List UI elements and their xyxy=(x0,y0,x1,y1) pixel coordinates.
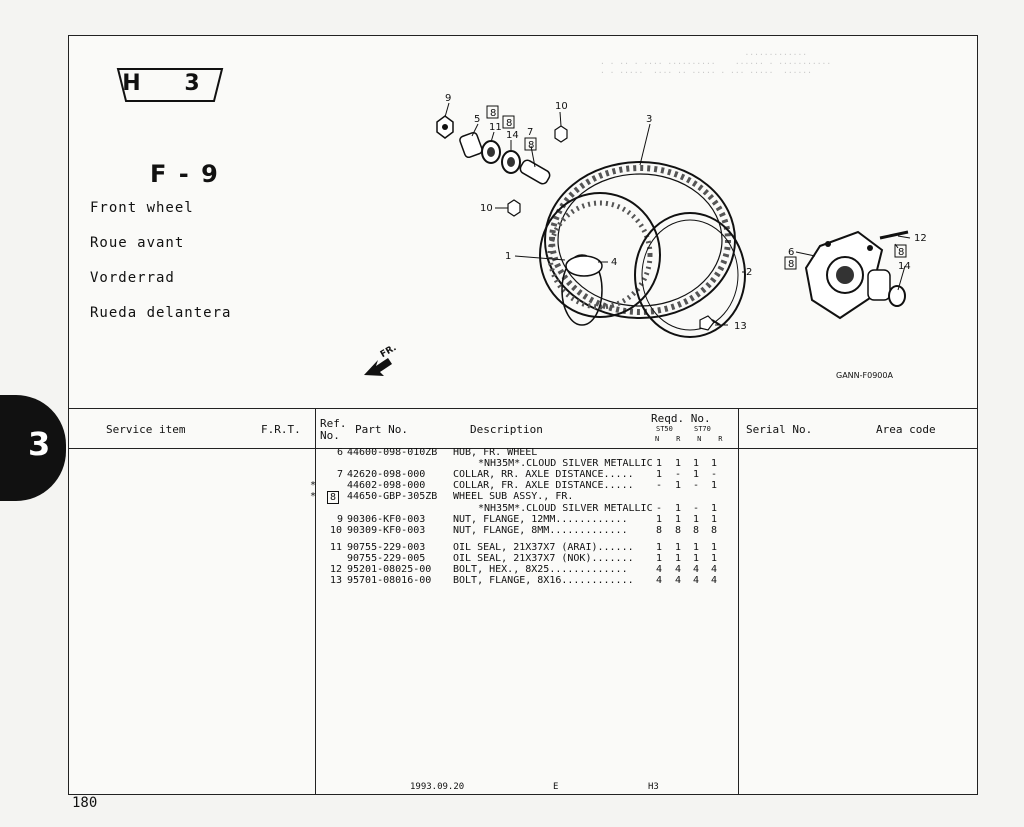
ref-cell: 6 xyxy=(337,447,344,458)
quantity-cell: - xyxy=(675,469,682,481)
quantity-cell: 1 xyxy=(675,513,682,525)
callout-8a: 8 xyxy=(490,108,497,119)
description-cell: HUB, FR. WHEEL xyxy=(453,447,538,458)
part-number-cell: 95701-08016-00 xyxy=(347,575,432,587)
quantity-cell: 1 xyxy=(711,552,718,564)
ref-cell: 9 xyxy=(337,513,344,525)
description-cell: COLLAR, RR. AXLE DISTANCE..... xyxy=(453,469,634,481)
header-ref: Ref. xyxy=(320,417,347,430)
quantity-cell: 8 xyxy=(675,524,682,536)
callout-11: 11 xyxy=(489,122,502,133)
part-number-cell: 90755-229-005 xyxy=(347,552,426,564)
part-number-cell: 42620-098-000 xyxy=(347,469,426,481)
part-number-cell: 90755-229-003 xyxy=(347,541,426,553)
callout-8e: 8 xyxy=(898,247,905,258)
quantity-cell: - xyxy=(656,480,663,492)
quantity-cell: 4 xyxy=(675,575,682,587)
quantity-cell: 1 xyxy=(693,552,700,564)
quantity-cell: 4 xyxy=(693,575,700,587)
quantity-cell: 1 xyxy=(675,458,682,470)
part-number-cell: 90306-KF0-003 xyxy=(347,513,426,525)
quantity-cell: 4 xyxy=(693,564,700,575)
callout-14: 14 xyxy=(506,130,519,141)
quantity-cell: - xyxy=(693,502,700,514)
title-french: Roue avant xyxy=(90,235,185,251)
quantity-cell: 1 xyxy=(675,502,682,514)
part-number-cell: 44602-098-000 xyxy=(347,480,426,492)
quantity-cell: - xyxy=(656,502,663,514)
quantity-cell: 1 xyxy=(675,552,682,564)
header-frt: F.R.T. xyxy=(261,423,301,436)
quantity-cell: 1 xyxy=(656,513,663,525)
header-nr: N R N R xyxy=(655,435,723,443)
callout-4: 4 xyxy=(611,257,618,268)
callout-9: 9 xyxy=(445,93,452,104)
description-cell: BOLT, HEX., 8X25............. xyxy=(453,564,628,575)
part-number-cell: 90309-KF0-003 xyxy=(347,524,426,536)
quantity-cell: 1 xyxy=(711,458,718,470)
quantity-cell: 1 xyxy=(675,541,682,553)
quantity-cell: 1 xyxy=(693,541,700,553)
quantity-cell: 4 xyxy=(675,564,682,575)
front-direction-arrow xyxy=(364,343,398,376)
callout-14b: 14 xyxy=(898,261,911,272)
description-cell: WHEEL SUB ASSY., FR. xyxy=(453,491,574,503)
quantity-cell: 1 xyxy=(656,552,663,564)
footer-edition: E xyxy=(553,782,559,792)
callout-5: 5 xyxy=(474,114,481,125)
mark-cell: * xyxy=(310,480,317,492)
quantity-cell: 1 xyxy=(711,513,718,525)
quantity-cell: 4 xyxy=(656,575,663,587)
quantity-cell: 8 xyxy=(656,524,663,536)
quantity-cell: 1 xyxy=(693,458,700,470)
quantity-cell: 1 xyxy=(675,480,682,492)
header-service-item: Service item xyxy=(106,423,186,436)
direction-label: FR. xyxy=(378,343,399,361)
description-cell: *NH35M*.CLOUD SILVER METALLIC xyxy=(478,502,653,514)
ref-cell: 12 xyxy=(330,564,343,575)
part-number-cell: 95201-08025-00 xyxy=(347,564,432,575)
quantity-cell: 4 xyxy=(711,564,718,575)
quantity-cell: 1 xyxy=(693,469,700,481)
part-number-cell: 44600-098-010ZB xyxy=(347,447,438,458)
description-cell: OIL SEAL, 21X37X7 (ARAI)...... xyxy=(453,541,634,553)
callout-10b: 10 xyxy=(480,203,493,214)
quantity-cell: 1 xyxy=(711,541,718,553)
ref-cell: 7 xyxy=(337,469,344,481)
description-cell: NUT, FLANGE, 12MM............ xyxy=(453,513,628,525)
header-part-no: Part No. xyxy=(355,423,408,436)
footer-date: 1993.09.20 xyxy=(410,782,465,792)
title-german: Vorderrad xyxy=(90,270,175,286)
bleed-through-text: ············· · · ·· · ···· ·········· ······ · ··········· · · ····· ···· ·· ····· · ··· ····· ······ xyxy=(600,50,832,77)
description-cell: BOLT, FLANGE, 8X16............ xyxy=(453,575,634,587)
part-number-cell: 44650-GBP-305ZB xyxy=(347,491,438,503)
quantity-cell: - xyxy=(711,469,718,481)
header-ref-no: No. xyxy=(320,429,340,442)
header-reqd-no: Reqd. No. xyxy=(651,412,711,425)
callout-8c: 8 xyxy=(528,140,535,151)
tire-illustration xyxy=(540,162,735,325)
callout-12: 12 xyxy=(914,233,927,244)
quantity-cell: 1 xyxy=(693,513,700,525)
header-st70: ST70 xyxy=(694,425,711,433)
ref-cell: 8 xyxy=(327,491,339,504)
side-tab-number: 3 xyxy=(28,425,51,463)
callout-7: 7 xyxy=(527,127,534,138)
header-description: Description xyxy=(470,423,543,436)
quantity-cell: 8 xyxy=(711,524,718,536)
diagram-code: GANN-F0900A xyxy=(836,371,893,380)
title-spanish: Rueda delantera xyxy=(90,305,232,321)
mark-cell: * xyxy=(310,491,317,503)
callout-6: 6 xyxy=(788,247,795,258)
ref-cell: 10 xyxy=(330,524,343,536)
callout-10a: 10 xyxy=(555,101,568,112)
quantity-cell: 4 xyxy=(656,564,663,575)
section-number: F - 9 xyxy=(150,160,220,188)
quantity-cell: 1 xyxy=(656,469,663,481)
callout-8b: 8 xyxy=(506,118,513,129)
quantity-cell: 1 xyxy=(656,458,663,470)
quantity-cell: 1 xyxy=(656,541,663,553)
description-cell: *NH35M*.CLOUD SILVER METALLIC xyxy=(478,458,653,470)
callout-2: 2 xyxy=(746,267,753,278)
block-code: H 3 xyxy=(122,71,218,96)
quantity-cell: 1 xyxy=(711,502,718,514)
footer-code: H3 xyxy=(648,782,659,792)
hub-assembly-illustration xyxy=(806,232,908,318)
header-area-code: Area code xyxy=(876,423,936,436)
quantity-cell: 1 xyxy=(711,480,718,492)
header-st50: ST50 xyxy=(656,425,673,433)
callout-8d: 8 xyxy=(788,259,795,270)
ref-cell: 11 xyxy=(330,541,343,553)
description-cell: OIL SEAL, 21X37X7 (NOK)....... xyxy=(453,552,634,564)
ref-cell: 13 xyxy=(330,575,343,587)
header-serial-no: Serial No. xyxy=(746,423,813,436)
callout-13: 13 xyxy=(734,321,747,332)
callout-1: 1 xyxy=(505,251,512,262)
title-english: Front wheel xyxy=(90,200,194,216)
callout-3: 3 xyxy=(646,114,653,125)
axle-parts xyxy=(437,116,720,330)
description-cell: NUT, FLANGE, 8MM............. xyxy=(453,524,628,536)
page-number: 180 xyxy=(72,795,98,811)
rim-illustration xyxy=(635,213,745,337)
quantity-cell: 8 xyxy=(693,524,700,536)
description-cell: COLLAR, FR. AXLE DISTANCE..... xyxy=(453,480,634,492)
quantity-cell: 4 xyxy=(711,575,718,587)
quantity-cell: - xyxy=(693,480,700,492)
